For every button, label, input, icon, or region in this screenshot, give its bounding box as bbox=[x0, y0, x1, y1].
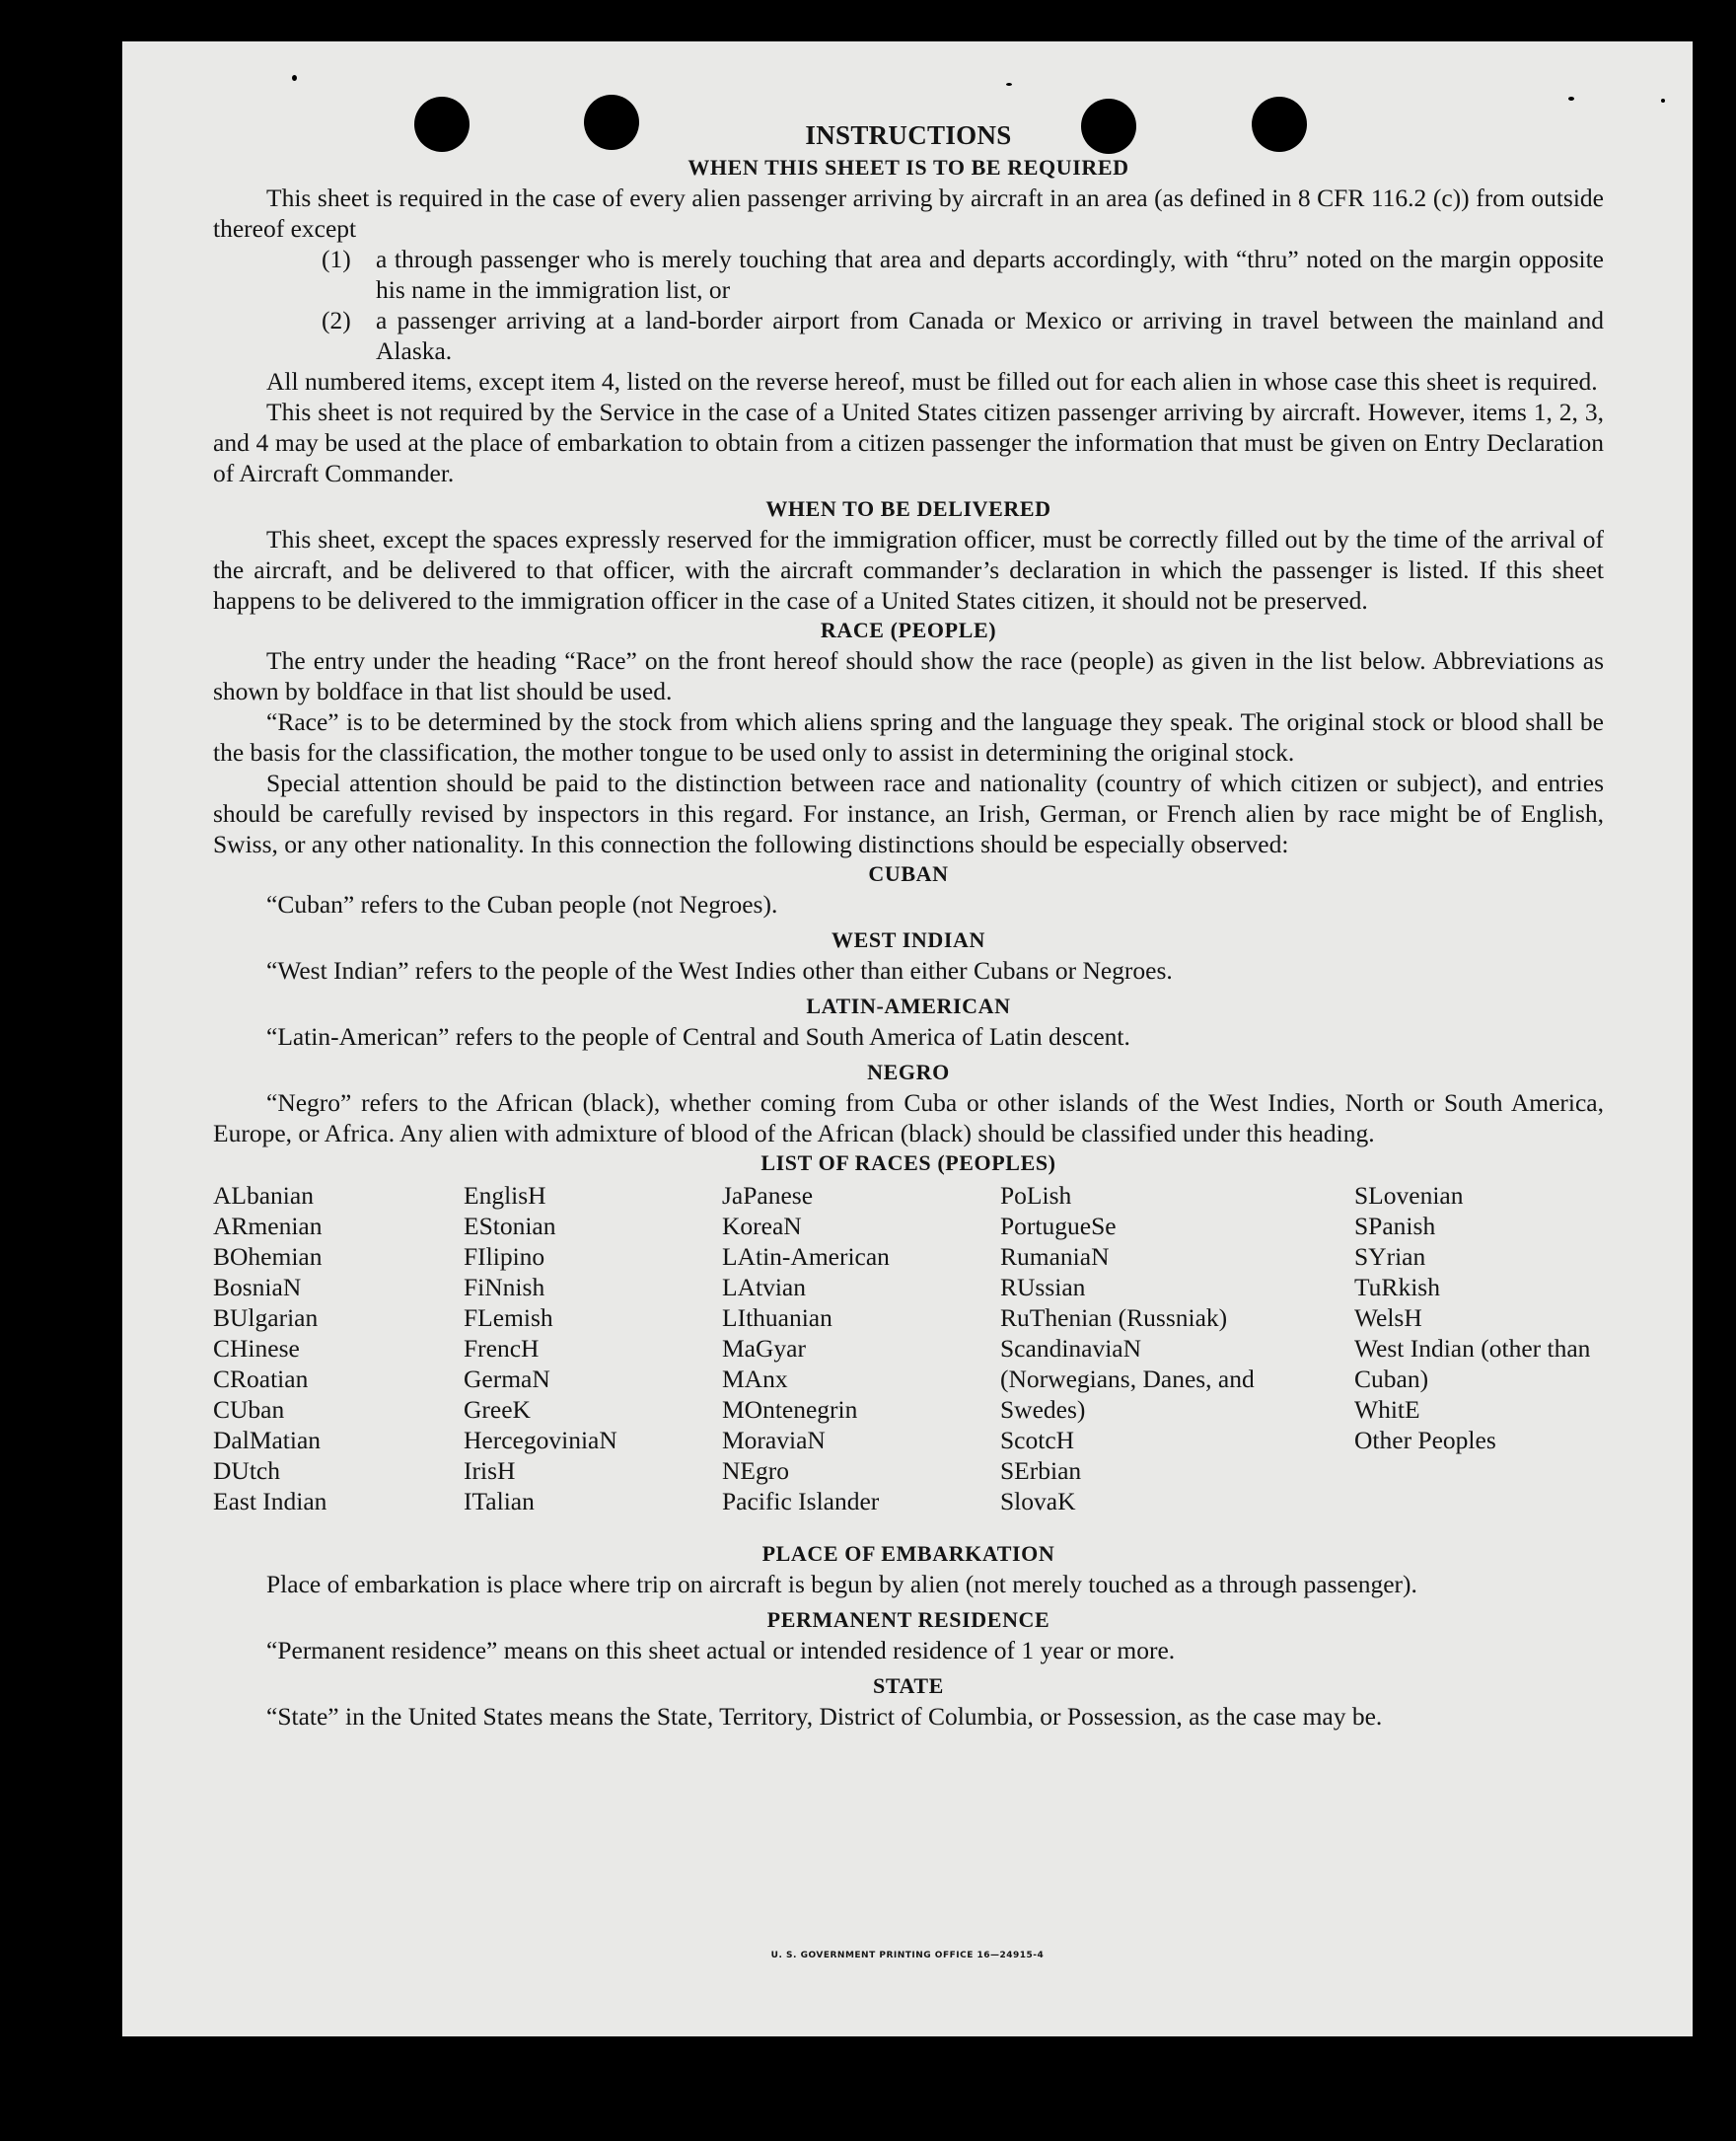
paragraph: “Negro” refers to the African (black), whether coming from Cuba or other islands of the West Indies, North or South America, Europe, or Africa. Any alien with admixture of blood of the African (black) should be classified under this heading. bbox=[213, 1088, 1604, 1147]
paragraph: Special attention should be paid to the distinction between race and nationality (country of which citizen or subject), and entries should be carefully revised by inspectors in this regard. For instance, an Irish, German, or French alien by race might be of English, Swiss, or any other nationality. In this connection the following distinctions should be especially observed: bbox=[213, 769, 1604, 858]
race-entry: CHinese bbox=[213, 1334, 300, 1363]
race-entry: FiNnish bbox=[464, 1273, 545, 1301]
race-entry: HercegoviniaN bbox=[464, 1426, 617, 1454]
printer-imprint: U. S. GOVERNMENT PRINTING OFFICE 16—24915-4 bbox=[770, 1951, 1045, 1960]
race-entry: PortugueSe bbox=[1000, 1212, 1117, 1240]
race-entry: LAtvian bbox=[722, 1273, 806, 1301]
race-entry: ITalian bbox=[464, 1487, 535, 1515]
paragraph: “Cuban” refers to the Cuban people (not Negroes). bbox=[266, 890, 778, 919]
heading-state: STATE bbox=[873, 1673, 944, 1698]
race-entry: East Indian bbox=[213, 1487, 327, 1515]
race-entry: CRoatian bbox=[213, 1365, 309, 1393]
race-entry: PoLish bbox=[1000, 1181, 1072, 1210]
race-entry: Pacific Islander bbox=[722, 1487, 880, 1515]
heading-cuban: CUBAN bbox=[868, 861, 949, 886]
race-entry: MoraviaN bbox=[722, 1426, 826, 1454]
heading-when-delivered: WHEN TO BE DELIVERED bbox=[765, 496, 1051, 521]
race-column bbox=[1000, 1180, 1278, 1516]
race-entry: BosniaN bbox=[213, 1273, 302, 1301]
race-entry: RUssian bbox=[1000, 1273, 1086, 1301]
document-page bbox=[122, 41, 1693, 2036]
race-entry: JaPanese bbox=[722, 1181, 814, 1210]
heading-west-indian: WEST INDIAN bbox=[832, 927, 985, 952]
instructions-body bbox=[213, 120, 1604, 1732]
heading-negro: NEGRO bbox=[867, 1060, 950, 1084]
race-entry: EStonian bbox=[464, 1212, 556, 1240]
paragraph: Place of embarkation is place where trip on aircraft is begun by alien (not merely touched as a through passenger). bbox=[266, 1570, 1417, 1598]
race-entry: FLemish bbox=[464, 1303, 553, 1332]
race-entry: SPanish bbox=[1354, 1212, 1436, 1240]
paragraph: “West Indian” refers to the people of the West Indies other than either Cubans or Negroes. bbox=[266, 956, 1173, 985]
race-entry: GermaN bbox=[464, 1365, 550, 1393]
race-entry: SlovaK bbox=[1000, 1487, 1076, 1515]
race-column bbox=[464, 1180, 617, 1516]
race-column bbox=[213, 1180, 326, 1516]
heading-latin-american: LATIN-AMERICAN bbox=[806, 994, 1011, 1018]
race-entry: SLovenian bbox=[1354, 1181, 1464, 1210]
race-entry: ALbanian bbox=[213, 1181, 314, 1210]
paragraph: “State” in the United States means the State, Territory, District of Columbia, or Possession, as the case may be. bbox=[266, 1702, 1383, 1731]
race-entry: SYrian bbox=[1354, 1242, 1426, 1271]
race-entry: WhitE bbox=[1354, 1395, 1420, 1424]
paragraph: “Race” is to be determined by the stock from which aliens spring and the language they speak. The original stock or blood shall be the basis for the classification, the mother tongue to be used only to assist in determining the original stock. bbox=[213, 707, 1604, 767]
race-entry: BUlgarian bbox=[213, 1303, 319, 1332]
race-entry: LAtin-American bbox=[722, 1242, 890, 1271]
paragraph: This sheet is not required by the Service in the case of a United States citizen passenger arriving by aircraft. However, items 1, 2, 3, and 4 may be used at the place of embarkation to obtain from a citizen passenger the information that must be given on Entry Declaration of Aircraft Commander. bbox=[213, 398, 1604, 487]
race-entry: GreeK bbox=[464, 1395, 531, 1424]
race-entry: LIthuanian bbox=[722, 1303, 832, 1332]
list-item: (1) a through passenger who is merely touching that area and departs accordingly, with “thru” noted on the margin opposite his name in the immigration list, or bbox=[322, 245, 1604, 304]
race-entry: DUtch bbox=[213, 1456, 280, 1485]
race-entry: ScotcH bbox=[1000, 1426, 1075, 1454]
race-entry: West Indian (other than Cuban) bbox=[1354, 1334, 1591, 1393]
paragraph: This sheet is required in the case of every alien passenger arriving by aircraft in an area (as defined in 8 CFR 116.2 (c)) from outside thereof except bbox=[213, 184, 1604, 243]
page-title: INSTRUCTIONS bbox=[805, 120, 1012, 150]
race-entry: IrisH bbox=[464, 1456, 516, 1485]
heading-place-of-embarkation: PLACE OF EMBARKATION bbox=[761, 1541, 1055, 1566]
race-entry: TuRkish bbox=[1354, 1273, 1440, 1301]
paragraph: All numbered items, except item 4, listed on the reverse hereof, must be filled out for each alien in whose case this sheet is required. bbox=[266, 367, 1598, 396]
race-entry: RuThenian (Russniak) bbox=[1000, 1303, 1228, 1332]
paragraph: “Permanent residence” means on this sheet actual or intended residence of 1 year or more. bbox=[266, 1636, 1176, 1664]
list-item: (2) a passenger arriving at a land-border airport from Canada or Mexico or arriving in travel between the mainland and Alaska. bbox=[322, 306, 1604, 365]
race-entry: ARmenian bbox=[213, 1212, 323, 1240]
race-entry: MaGyar bbox=[722, 1334, 806, 1363]
race-entry: SErbian bbox=[1000, 1456, 1082, 1485]
paragraph: “Latin-American” refers to the people of Central and South America of Latin descent. bbox=[266, 1022, 1130, 1051]
race-column bbox=[722, 1180, 890, 1516]
race-entry: RumaniaN bbox=[1000, 1242, 1110, 1271]
race-entry: MOntenegrin bbox=[722, 1395, 858, 1424]
heading-permanent-residence: PERMANENT RESIDENCE bbox=[766, 1607, 1050, 1632]
heading-race: RACE (PEOPLE) bbox=[820, 618, 997, 642]
race-entry: FrencH bbox=[464, 1334, 540, 1363]
race-entry: CUban bbox=[213, 1395, 285, 1424]
race-entry: MAnx bbox=[722, 1365, 788, 1393]
heading-list-of-races: LIST OF RACES (PEOPLES) bbox=[760, 1150, 1056, 1175]
race-entry: FIlipino bbox=[464, 1242, 545, 1271]
race-entry: WelsH bbox=[1354, 1303, 1422, 1332]
scan-artifact bbox=[40, 2052, 49, 2141]
race-entry: NEgro bbox=[722, 1456, 789, 1485]
race-entry: BOhemian bbox=[213, 1242, 323, 1271]
paragraph: The entry under the heading “Race” on the front hereof should show the race (people) as given in the list below. Abbreviations as shown by boldface in that list should be used. bbox=[213, 646, 1604, 705]
race-entry: EnglisH bbox=[464, 1181, 546, 1210]
race-entry: DalMatian bbox=[213, 1426, 322, 1454]
race-entry: KoreaN bbox=[722, 1212, 802, 1240]
race-list bbox=[213, 1180, 1604, 1539]
race-entry: ScandinaviaN (Norwegians, Danes, and Swedes) bbox=[1000, 1334, 1255, 1424]
paragraph: This sheet, except the spaces expressly reserved for the immigration officer, must be correctly filled out by the time of the arrival of the aircraft, and be delivered to that officer, with the aircraft commander’s declaration in which the passenger is listed. If this sheet happens to be delivered to the immigration officer in the case of a United States citizen, it should not be preserved. bbox=[213, 525, 1604, 615]
race-entry: Other Peoples bbox=[1354, 1426, 1496, 1454]
race-column bbox=[1354, 1180, 1611, 1455]
heading-when-required: WHEN THIS SHEET IS TO BE REQUIRED bbox=[687, 155, 1129, 180]
